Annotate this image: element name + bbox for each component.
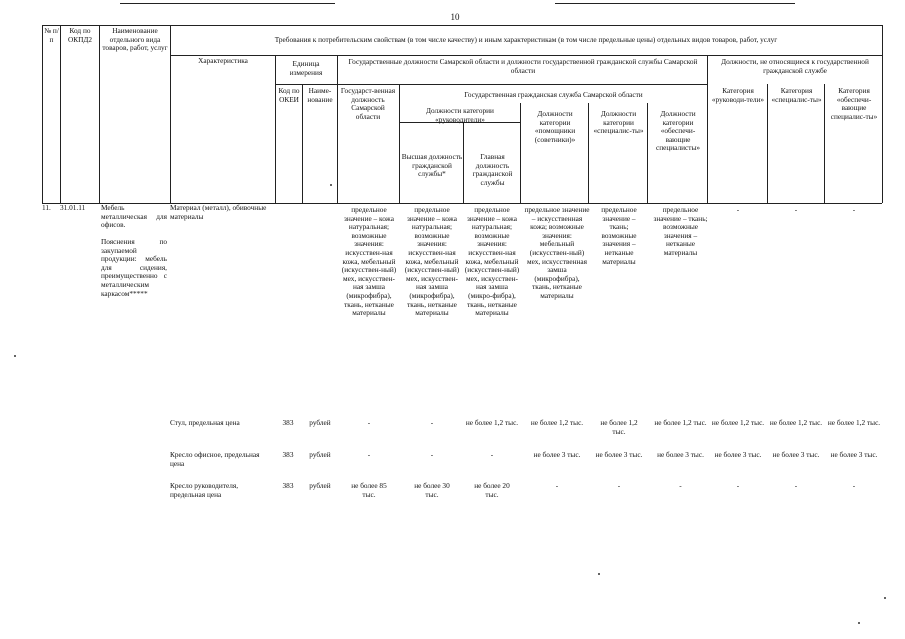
subrow-value: - bbox=[367, 418, 371, 427]
subrow-value: не более 3 тыс. bbox=[657, 450, 704, 459]
subrow-value: не более 3 тыс. bbox=[830, 450, 878, 459]
subrow-value: - bbox=[794, 481, 798, 490]
subrow-okei: 383 bbox=[282, 418, 294, 427]
subrow-value: - bbox=[490, 450, 494, 459]
row-num: 11. bbox=[42, 203, 51, 212]
subrow-value: не более 1,2 тыс. bbox=[711, 418, 765, 427]
scan-speck bbox=[330, 184, 332, 186]
row-name: Мебель металлическая для офисов. bbox=[101, 203, 167, 230]
scan-speck bbox=[884, 597, 886, 599]
subrow-unit: рублей bbox=[309, 418, 331, 427]
subrow-okei: 383 bbox=[282, 481, 294, 490]
subrow-value: не более 1,2 тыс. bbox=[769, 418, 823, 427]
subrow-value: - bbox=[430, 450, 434, 459]
row-value-specialists: предельное значение – ткань; возможные значения – нетканые материалы bbox=[601, 205, 637, 266]
header-assistants: Должности категории «помощники (советники)» bbox=[534, 109, 576, 144]
header-cat-support: Категория «обеспечи-вающие специалис-ты» bbox=[830, 86, 878, 121]
subrow-value: не более 3 тыс. bbox=[533, 450, 581, 459]
subrow-value: не более 3 тыс. bbox=[772, 450, 820, 459]
header-highest-position: Высшая должность гражданской службы* bbox=[401, 152, 463, 179]
row-value-main: предельное значение – кожа натуральная; возможные значения: искусствен-ная кожа, мебельный (искусствен-ный) мех, искусствен-ная замша (микро-фибра), ткань, нетканые материалы bbox=[464, 205, 520, 318]
scan-speck bbox=[14, 355, 16, 357]
top-rule-left bbox=[120, 3, 335, 4]
subrow-name: Стул, предельная цена bbox=[170, 418, 240, 427]
subrow-value: не более 30 тыс. bbox=[414, 481, 450, 499]
header-cat-specialists: Категория «специалис-ты» bbox=[771, 86, 822, 104]
row-okpd2: 31.01.11 bbox=[60, 203, 86, 212]
row-value-state-position: предельное значение – кожа натуральная; возможные значения: искусствен-ная кожа, мебельный (искусствен-ный) мех, искусствен-ная замша (микрофибра), ткань, нетканые материалы bbox=[341, 205, 397, 318]
subrow-okei: 383 bbox=[282, 450, 294, 459]
row-value-highest: предельное значение – кожа натуральная; возможные значения: искусствен-ная кожа, мебельный (искусствен-ный) мех, искусствен-ная замша (микрофибра), ткань, нетканые материалы bbox=[404, 205, 460, 318]
header-non-civil: Должности, не относящиеся к государственной гражданской службе bbox=[721, 57, 869, 75]
row-value-support: предельное значение – ткань; возможные значения – нетканые материалы bbox=[653, 205, 708, 257]
subrow-value: не более 1,2 тыс. bbox=[654, 418, 707, 427]
subrow-name: Кресло офисное, предельная цена bbox=[170, 450, 260, 468]
row-value-cat-specialists: - bbox=[794, 205, 798, 214]
header-leaders-category: Должности категории «руководители» bbox=[426, 106, 494, 124]
header-okpd2: Код по ОКПД2 bbox=[67, 26, 93, 44]
subrow-value: не более 1,2 тыс. bbox=[530, 418, 584, 427]
subrow-value: - bbox=[555, 481, 559, 490]
header-requirements: Требования к потребительским свойствам (в том числе качеству) и иным характеристикам (в том числе предельные цены) отдельных видов товаров, работ, услуг bbox=[274, 35, 778, 44]
subrow-value: не более 1,2 тыс. bbox=[827, 418, 881, 427]
header-name: Наименование отдельного вида товаров, работ, услуг bbox=[102, 26, 168, 53]
header-main-position: Главная должность гражданской службы bbox=[472, 152, 513, 187]
row-characteristic: Материал (металл), обивочные материалы bbox=[170, 203, 267, 221]
scan-speck bbox=[858, 622, 860, 624]
header-characteristic: Характеристика bbox=[198, 56, 248, 65]
subrow-value: не более 3 тыс. bbox=[714, 450, 762, 459]
header-num: № п/п bbox=[44, 26, 59, 44]
header-unit-name: Наиме-нование bbox=[307, 86, 333, 104]
requirements-table-header bbox=[42, 25, 882, 203]
subrow-value: - bbox=[679, 481, 682, 490]
header-state-positions: Государственные должности Самарской области и должности государственной гражданской службы Самарской области bbox=[348, 57, 698, 75]
subrow-value: - bbox=[736, 481, 740, 490]
row-note: Пояснения по закупаемой продукции: мебель для сидения, преимущественно с металлическим каркасом***** bbox=[101, 237, 167, 298]
subrow-value: не более 85 тыс. bbox=[351, 481, 387, 499]
row-value-cat-support: - bbox=[852, 205, 856, 214]
header-specialists: Должности категории «специалис-ты» bbox=[593, 109, 644, 136]
subrow-value: - bbox=[367, 450, 371, 459]
header-state-position: Государст-венная должность Самарской области bbox=[340, 86, 396, 121]
subrow-value: не более 3 тыс. bbox=[595, 450, 643, 459]
header-civil-service: Государственная гражданская служба Самарской области bbox=[464, 90, 643, 99]
subrow-value: - bbox=[430, 418, 434, 427]
subrow-value: не более 1,2 тыс. bbox=[600, 418, 638, 436]
header-unit: Единица измерения bbox=[289, 59, 323, 77]
row-value-assistants: предельное значение – искусственная кожа; возможные значения: мебельный (искусствен-ный) мех, искусственная замша (микрофибра), ткань, нетканые материалы bbox=[524, 205, 590, 300]
page-number: 10 bbox=[450, 12, 460, 22]
subrow-value: - bbox=[852, 481, 856, 490]
subrow-value: не более 20 тыс. bbox=[474, 481, 510, 499]
subrow-unit: рублей bbox=[309, 481, 331, 490]
header-cat-leaders: Категория «руководи-тели» bbox=[711, 86, 765, 104]
top-rule-right bbox=[555, 3, 795, 4]
row-value-cat-leaders: - bbox=[736, 205, 740, 214]
subrow-value: - bbox=[617, 481, 621, 490]
header-support: Должности категории «обеспечи-вающие специалисты» bbox=[655, 109, 701, 153]
subrow-unit: рублей bbox=[309, 450, 331, 459]
subrow-name: Кресло руководителя, предельная цена bbox=[170, 481, 239, 499]
header-okei: Код по ОКЕИ bbox=[278, 86, 300, 104]
subrow-value: не более 1,2 тыс. bbox=[465, 418, 519, 427]
scan-speck bbox=[598, 573, 600, 575]
